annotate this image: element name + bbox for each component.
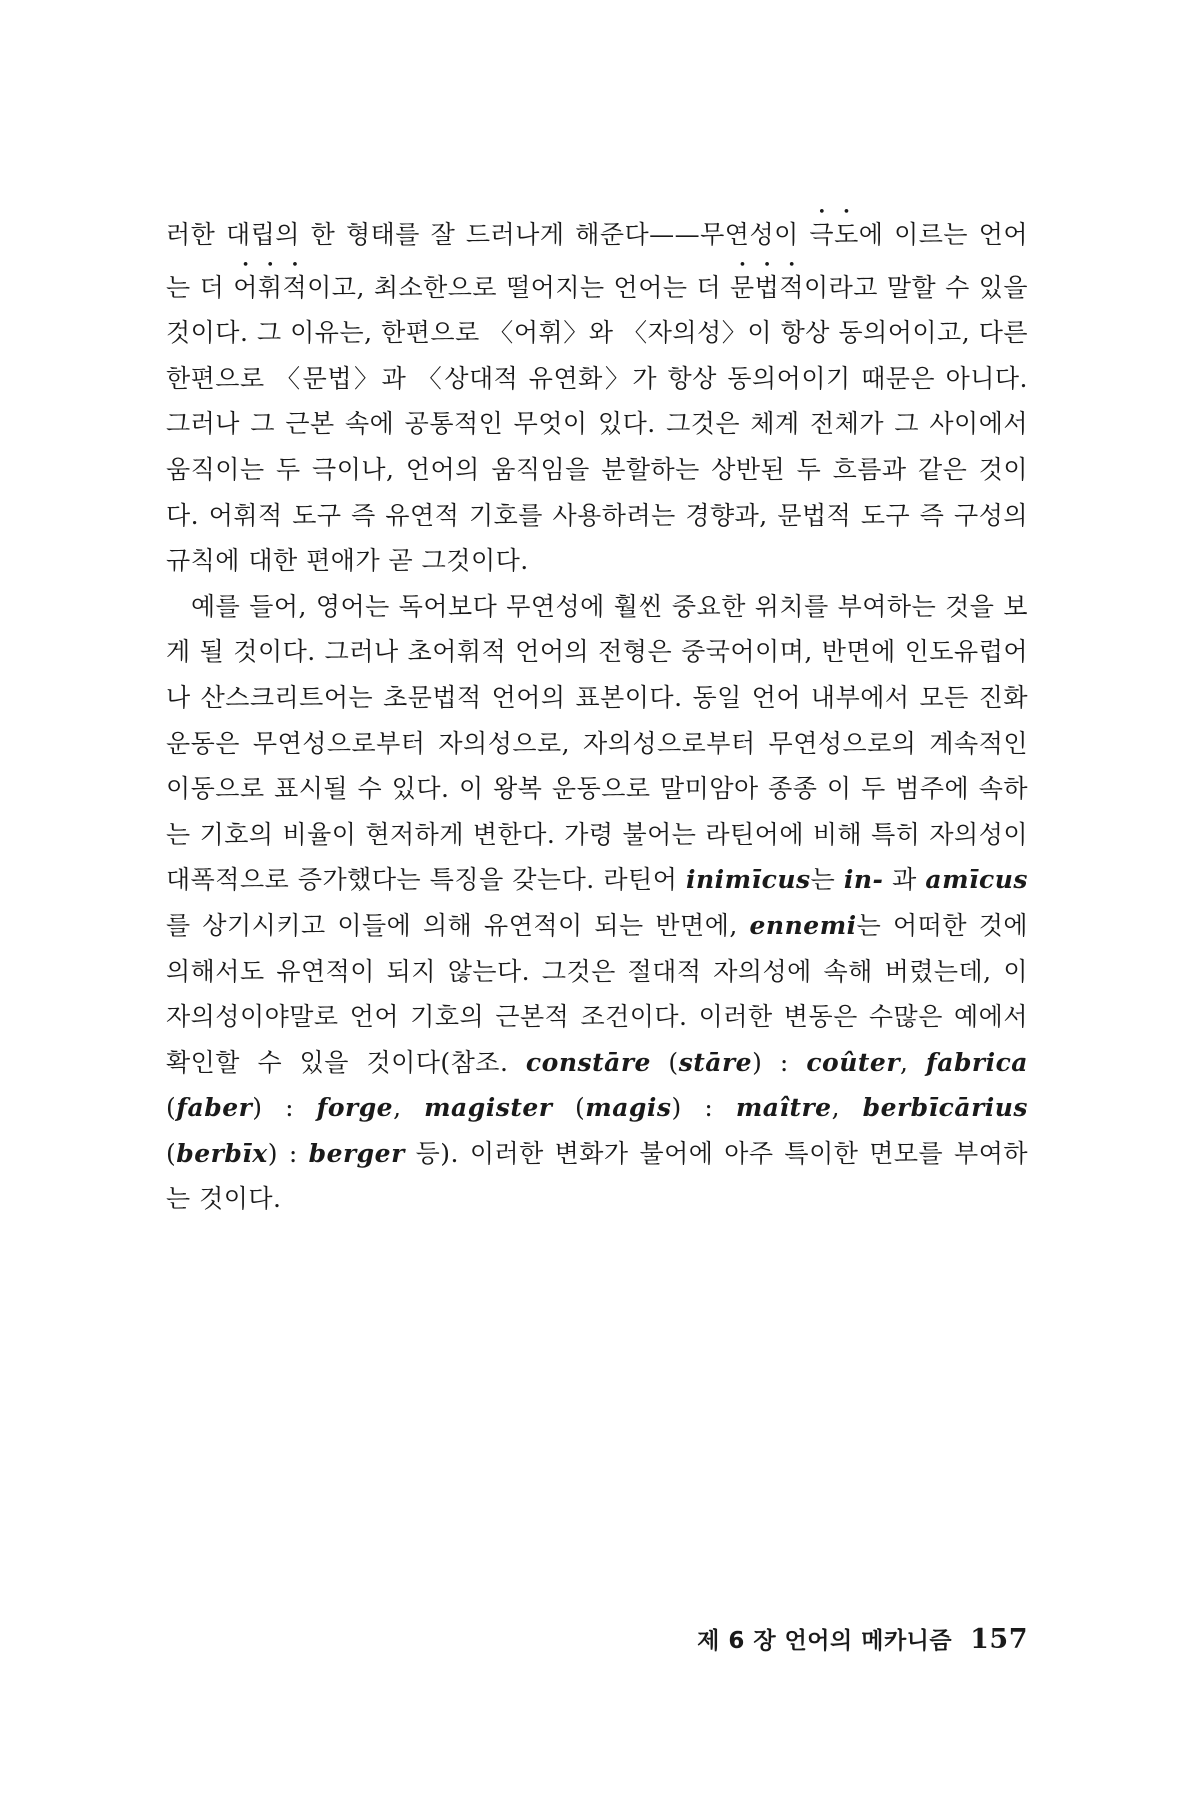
p2-text-f: ( [650, 1047, 679, 1077]
p1-emphasis-3: 문법적 [730, 272, 804, 302]
p1-text-3: 이고, 최소한으로 떨어지는 언어는 더 [307, 272, 731, 302]
latin-word-faber: faber [176, 1093, 253, 1123]
paragraph-1 [166, 205, 1028, 584]
latin-prefix-in: in- [843, 865, 884, 895]
latin-word-amicus: amīcus [925, 865, 1028, 895]
p2-text-l: ( [552, 1093, 586, 1123]
p2-text-k: , [393, 1093, 425, 1123]
body-text [166, 205, 1028, 1222]
p2-text-c: 과 [883, 865, 926, 895]
p2-text-h: , [900, 1047, 926, 1077]
p2-text-d: 를 상기시키고 이들에 의해 유연적이 되는 반면에, [166, 910, 750, 940]
p2-text-o: ( [166, 1138, 177, 1168]
french-word-couter: coûter [806, 1047, 901, 1077]
p1-text-4: 이라고 말할 수 있을 것이다. 그 이유는, 한편으로 〈어휘〉와 〈자의성〉이 항상 동의어이고, 다른 한편으로 〈문법〉과 〈상대적 유연화〉가 항상 동의어이기 때문은 아니다. 그러나 그 근본 속에 공통적인 무엇이 있다. 그것은 체계 전체가 그 사이에서 움직이는 두 극이나, 언어의 움직임을 분할하는 상반된 두 흐름과 같은 것이다. 어휘적 도구 즉 유연적 기호를 사용하려는 경향과, 문법적 도구 즉 구성의 규칙에 대한 편애가 곧 그것이다. [166, 272, 1028, 576]
p2-text-e: 는 어떠한 것에 의해서도 유연적이 되지 않는다. 그것은 절대적 자의성에 속해 버렸는데, 이 자의성이야말로 언어 기호의 근본적 조건이다. 이러한 변동은 수많은 예에서 확인할 수 있을 것이다(참조. [166, 910, 1029, 1077]
chapter-title: 제 6 장 언어의 메카니즘 [697, 1628, 953, 1654]
latin-word-constare: constāre [525, 1047, 651, 1077]
p2-text-j: ) : [252, 1093, 317, 1123]
latin-word-inimicus: inimīcus [685, 865, 811, 895]
latin-word-berbicarius: berbīcārius [862, 1093, 1028, 1123]
latin-word-magis: magis [585, 1093, 672, 1123]
page-number: 157 [970, 1624, 1028, 1655]
p2-text-m: ) : [671, 1093, 736, 1123]
p2-text-p: ) : [267, 1138, 309, 1168]
p1-emphasis-1: 극도 [809, 220, 859, 249]
p2-text-n: , [831, 1093, 863, 1123]
running-footer [660, 1622, 1028, 1655]
latin-word-fabrica: fabrica [925, 1047, 1029, 1077]
latin-word-stare: stāre [678, 1047, 753, 1077]
p1-emphasis-2: 어휘적 [233, 272, 308, 302]
french-word-forge: forge [316, 1093, 394, 1123]
p1-text-2: 에 이르는 언어는 더 [166, 220, 1028, 302]
p2-text-b: 는 [810, 865, 844, 895]
french-word-berger: berger [308, 1138, 405, 1168]
p2-text-g: ) : [752, 1047, 807, 1077]
french-word-ennemi: ennemi [749, 910, 857, 940]
p2-text-q: 등). 이러한 변화가 불어에 아주 특이한 면모를 부여하는 것이다. [166, 1138, 1028, 1214]
p2-text-a: 예를 들어, 영어는 독어보다 무연성에 훨씬 중요한 위치를 부여하는 것을 보게 될 것이다. 그러나 초어휘적 언어의 전형은 중국어이며, 반면에 인도유럽어나 산스크리트어는 초문법적 언어의 표본이다. 동일 언어 내부에서 모든 진화 운동은 무연성으로부터 자의성으로, 자의성으로부터 무연성으로의 계속적인 이동으로 표시될 수 있다. 이 왕복 운동으로 말미암아 종종 이 두 범주에 속하는 기호의 비율이 현저하게 변한다. 가령 불어는 라틴어에 비해 특히 자의성이 대폭적으로 증가했다는 특징을 갖는다. 라틴어 [166, 591, 1028, 895]
latin-word-berbix: berbīx [176, 1138, 268, 1168]
p2-text-i: ( [166, 1093, 177, 1123]
french-word-maitre: maître [735, 1093, 832, 1123]
p1-text-1: 러한 대립의 한 형태를 잘 드러나게 해준다——무연성이 [166, 220, 810, 249]
paragraph-2 [166, 584, 1028, 1222]
latin-word-magister: magister [424, 1093, 553, 1123]
